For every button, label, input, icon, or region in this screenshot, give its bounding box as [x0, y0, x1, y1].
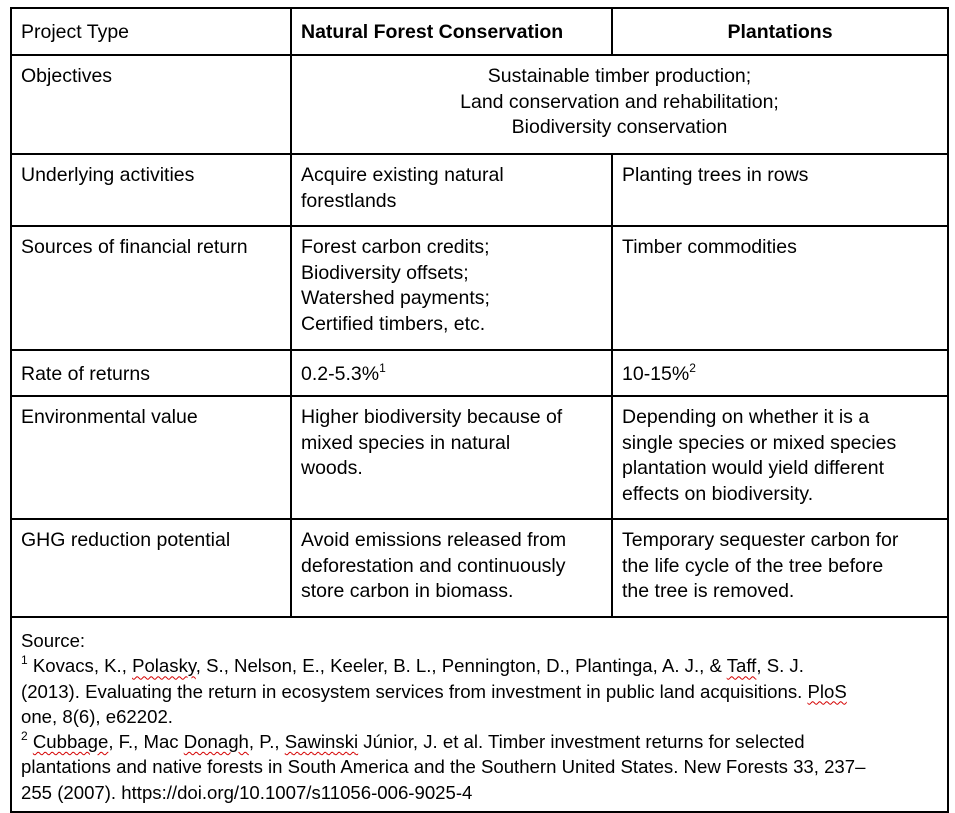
plantations-cell	[612, 396, 948, 519]
reference-2-line-2: plantations and native forests in South America and the Southern United States. New Forests 33, 237–	[21, 756, 866, 778]
cell-line: Biodiversity offsets;	[301, 261, 469, 284]
cell-line: Timber commodities	[622, 236, 797, 258]
spellcheck-word: Polasky	[132, 655, 196, 677]
ref-text: (2013). Evaluating the return in ecosystem services from investment in public land acquisitions.	[21, 680, 808, 702]
natural-cell	[291, 226, 612, 350]
header-row	[11, 8, 948, 55]
footnotes-cell	[11, 617, 948, 812]
header-plantations: Plantations	[612, 8, 948, 55]
reference-2-line-1	[21, 729, 938, 754]
cell-line: Planting trees in rows	[622, 164, 809, 186]
row-environmental-value	[11, 396, 948, 519]
objectives-cell	[291, 55, 948, 154]
plantations-cell	[612, 519, 948, 617]
cell-line: the life cycle of the tree before	[622, 554, 884, 577]
row-label: GHG reduction potential	[11, 519, 291, 617]
ref-text: , S., Nelson, E., Keeler, B. L., Pennington, D., Plantinga, A. J., &	[195, 655, 727, 677]
cell-line: single species or mixed species	[622, 431, 897, 454]
row-sources-footnotes	[11, 617, 948, 812]
project-comparison-table	[10, 7, 949, 813]
row-label: Sources of financial return	[11, 226, 291, 350]
cell-line: effects on biodiversity.	[622, 482, 814, 505]
cell-line: forestlands	[301, 189, 397, 212]
row-underlying-activities	[11, 154, 948, 226]
row-ghg-reduction	[11, 519, 948, 617]
source-label: Source:	[21, 630, 86, 651]
cell-line: Avoid emissions released from	[301, 529, 567, 551]
reference-1-line-2	[21, 679, 938, 704]
plantations-cell	[612, 226, 948, 350]
footnote-ref: 2	[689, 360, 696, 375]
objective-line: Land conservation and rehabilitation;	[460, 90, 779, 113]
ref-text: Kovacs, K.,	[27, 655, 133, 677]
spellcheck-word: Sawinski	[284, 731, 359, 753]
cell-line: Forest carbon credits;	[301, 236, 490, 258]
rate-value: 0.2-5.3%	[301, 363, 380, 385]
cell-line: store carbon in biomass.	[301, 580, 514, 602]
cell-line: Acquire existing natural	[301, 164, 504, 186]
objective-line: Sustainable timber production;	[487, 65, 752, 87]
spellcheck-word: PloS	[807, 680, 847, 702]
spellcheck-word: Cubbage	[32, 731, 109, 753]
header-project-type: Project Type	[11, 8, 291, 55]
row-sources-of-return	[11, 226, 948, 350]
row-label: Underlying activities	[11, 154, 291, 226]
cell-line: mixed species in natural	[301, 431, 511, 454]
cell-line: Higher biodiversity because of	[301, 406, 563, 428]
spellcheck-word: Donagh	[183, 731, 249, 753]
plantations-cell	[612, 154, 948, 226]
row-objectives	[11, 55, 948, 154]
ref-text: , P.,	[248, 731, 285, 753]
cell-line: Temporary sequester carbon for	[622, 529, 899, 551]
cell-line: Watershed payments;	[301, 287, 490, 309]
reference-1-line-1	[21, 653, 938, 678]
reference-1-line-3: one, 8(6), e62202.	[21, 705, 173, 727]
cell-line: Certified timbers, etc.	[301, 312, 486, 335]
natural-cell	[291, 519, 612, 617]
natural-cell	[291, 154, 612, 226]
plantations-cell	[612, 350, 948, 396]
cell-line: deforestation and continuously	[301, 554, 566, 577]
row-label: Objectives	[11, 55, 291, 154]
ref-text: Júnior, J. et al. Timber investment returns for selected	[358, 731, 805, 753]
reference-2-line-3: 255 (2007). https://doi.org/10.1007/s11056-006-9025-4	[21, 781, 473, 803]
objective-line: Biodiversity conservation	[511, 116, 728, 138]
row-label: Environmental value	[11, 396, 291, 519]
footnote-number: 2	[21, 729, 28, 743]
rate-value: 10-15%	[622, 363, 690, 385]
ref-text: , F., Mac	[108, 731, 184, 753]
row-rate-of-returns	[11, 350, 948, 396]
natural-cell	[291, 350, 612, 396]
cell-line: Depending on whether it is a	[622, 406, 870, 428]
footnote-ref: 1	[379, 360, 386, 375]
row-label: Rate of returns	[11, 350, 291, 396]
cell-line: the tree is removed.	[622, 580, 795, 602]
spellcheck-word: Taff	[726, 655, 757, 677]
natural-cell	[291, 396, 612, 519]
ref-text: , S. J.	[756, 655, 804, 677]
cell-line: plantation would yield different	[622, 457, 884, 479]
footnote-number: 1	[21, 653, 28, 668]
header-natural-forest: Natural Forest Conservation	[291, 8, 612, 55]
cell-line: woods.	[301, 457, 363, 479]
